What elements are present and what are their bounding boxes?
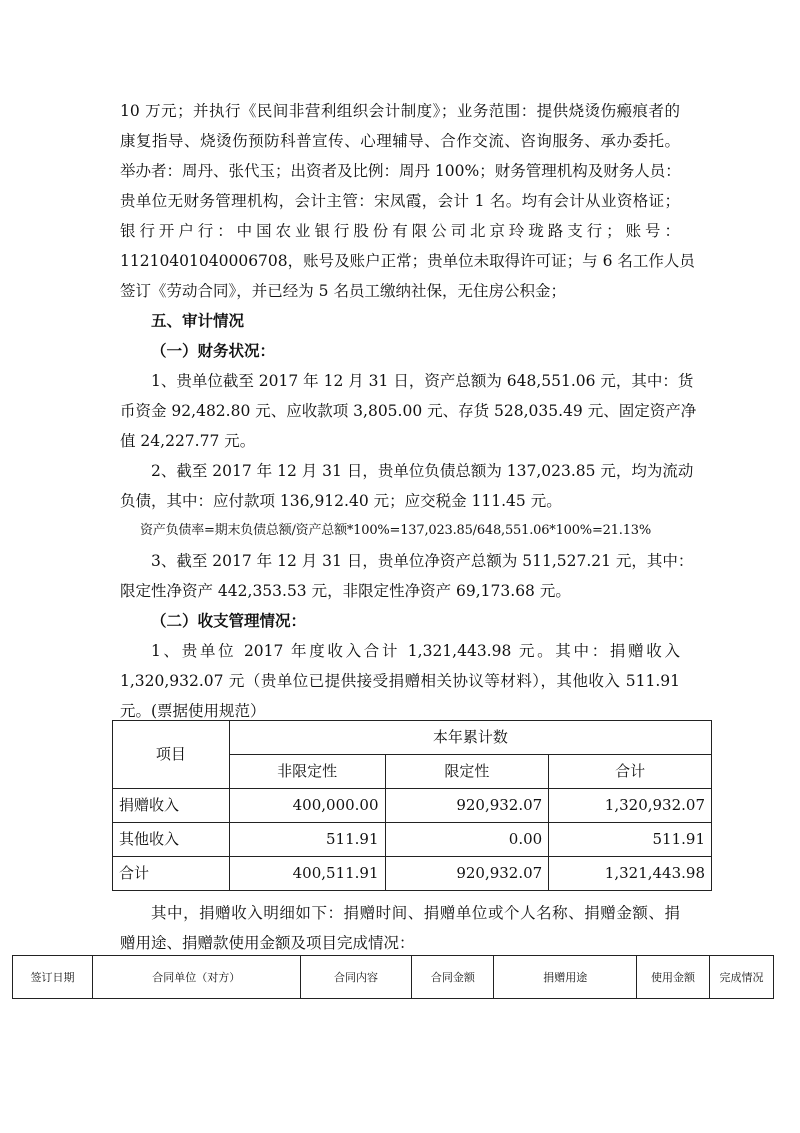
table-cell: 0.00 (385, 823, 549, 857)
debt-ratio-formula: 资产负债率=期末负债总额/资产总额*100%=137,023.85/648,551.06*100%=21.13% (140, 523, 652, 538)
table-cell: 400,000.00 (229, 789, 385, 823)
text-line: 元。(票据使用规范） (120, 702, 266, 720)
table-header-cell: 合同单位（对方） (92, 956, 300, 999)
text-line: 币资金 92,482.80 元、应收款项 3,805.00 元、存货 528,035.49 元、固定资产净 (120, 402, 697, 420)
table-header-cell: 捐赠用途 (494, 956, 637, 999)
donation-detail-intro (120, 898, 680, 958)
text-line: 赠用途、捐赠款使用金额及项目完成情况： (120, 934, 415, 952)
text-line: 1,320,932.07 元（贵单位已提供接受捐赠相关协议等材料），其他收入 511.91 (120, 672, 680, 690)
table-header-row (113, 721, 712, 755)
row-label: 其他收入 (113, 823, 230, 857)
table-cell: 511.91 (229, 823, 385, 857)
table-header-cell: 合同金额 (412, 956, 494, 999)
table-header-cell: 签订日期 (13, 956, 93, 999)
table-cell: 400,511.91 (229, 857, 385, 891)
table-cell: 511.91 (549, 823, 712, 857)
table-header-cell: 合计 (549, 755, 712, 789)
row-label: 捐赠收入 (113, 789, 230, 823)
donation-detail-table (12, 955, 774, 999)
table-row (113, 823, 712, 857)
table-header-cell: 合同内容 (300, 956, 412, 999)
subsection-heading: （一）财务状况： (151, 341, 276, 360)
body-text (120, 96, 697, 726)
table-cell: 1,321,443.98 (549, 857, 712, 891)
text-line: 1、贵单位截至 2017 年 12 月 31 日，资产总额为 648,551.06 元，其中：货 (151, 372, 694, 390)
text-line: 其中，捐赠收入明细如下：捐赠时间、捐赠单位或个人名称、捐赠金额、捐 (151, 904, 680, 922)
text-line: 2、截至 2017 年 12 月 31 日，贵单位负债总额为 137,023.85 元，均为流动 (151, 462, 694, 480)
income-summary-table (112, 720, 712, 891)
table-header-cell: 非限定性 (229, 755, 385, 789)
table-row (113, 789, 712, 823)
table-header-row (13, 956, 774, 999)
subsection-heading: （二）收支管理情况： (151, 611, 307, 630)
table-header-cell: 使用金额 (637, 956, 710, 999)
text-line: 举办者：周丹、张代玉；出资者及比例：周丹 100%；财务管理机构及财务人员： (120, 162, 681, 180)
text-line: 负债，其中：应付款项 136,912.40 元；应交税金 111.45 元。 (120, 492, 562, 510)
text-line: 银行开户行：中国农业银行股份有限公司北京玲珑路支行；账号： (120, 222, 680, 240)
table-header-cell: 项目 (113, 721, 230, 789)
text-line: 限定性净资产 442,353.53 元，非限定性净资产 69,173.68 元。 (120, 582, 571, 600)
row-label: 合计 (113, 857, 230, 891)
text-line: 签订《劳动合同》，并已经为 5 名员工缴纳社保，无住房公积金； (120, 282, 566, 300)
text-line: 10 万元；并执行《民间非营利组织会计制度》；业务范围：提供烧烫伤瘢痕者的 (120, 102, 680, 120)
table-header-cell: 完成情况 (710, 956, 774, 999)
text-line: 1、贵单位 2017 年度收入合计 1,321,443.98 元。其中：捐赠收入 (151, 642, 680, 660)
section-heading: 五、审计情况 (151, 311, 245, 330)
text-line: 贵单位无财务管理机构，会计主管：宋凤霞，会计 1 名。均有会计从业资格证； (120, 192, 680, 210)
table-header-cell: 限定性 (385, 755, 549, 789)
text-line: 康复指导、烧烫伤预防科普宣传、心理辅导、合作交流、咨询服务、承办委托。 (120, 132, 680, 150)
table-cell: 1,320,932.07 (549, 789, 712, 823)
text-line: 3、截至 2017 年 12 月 31 日，贵单位净资产总额为 511,527.21 元，其中： (151, 552, 694, 570)
table-header-cell: 本年累计数 (229, 721, 711, 755)
table-cell: 920,932.07 (385, 857, 549, 891)
text-line: 11210401040006708，账号及账户正常；贵单位未取得许可证；与 6 名工作人员 (120, 252, 695, 270)
table-cell: 920,932.07 (385, 789, 549, 823)
text-line: 值 24,227.77 元。 (120, 432, 256, 450)
table-row (113, 857, 712, 891)
